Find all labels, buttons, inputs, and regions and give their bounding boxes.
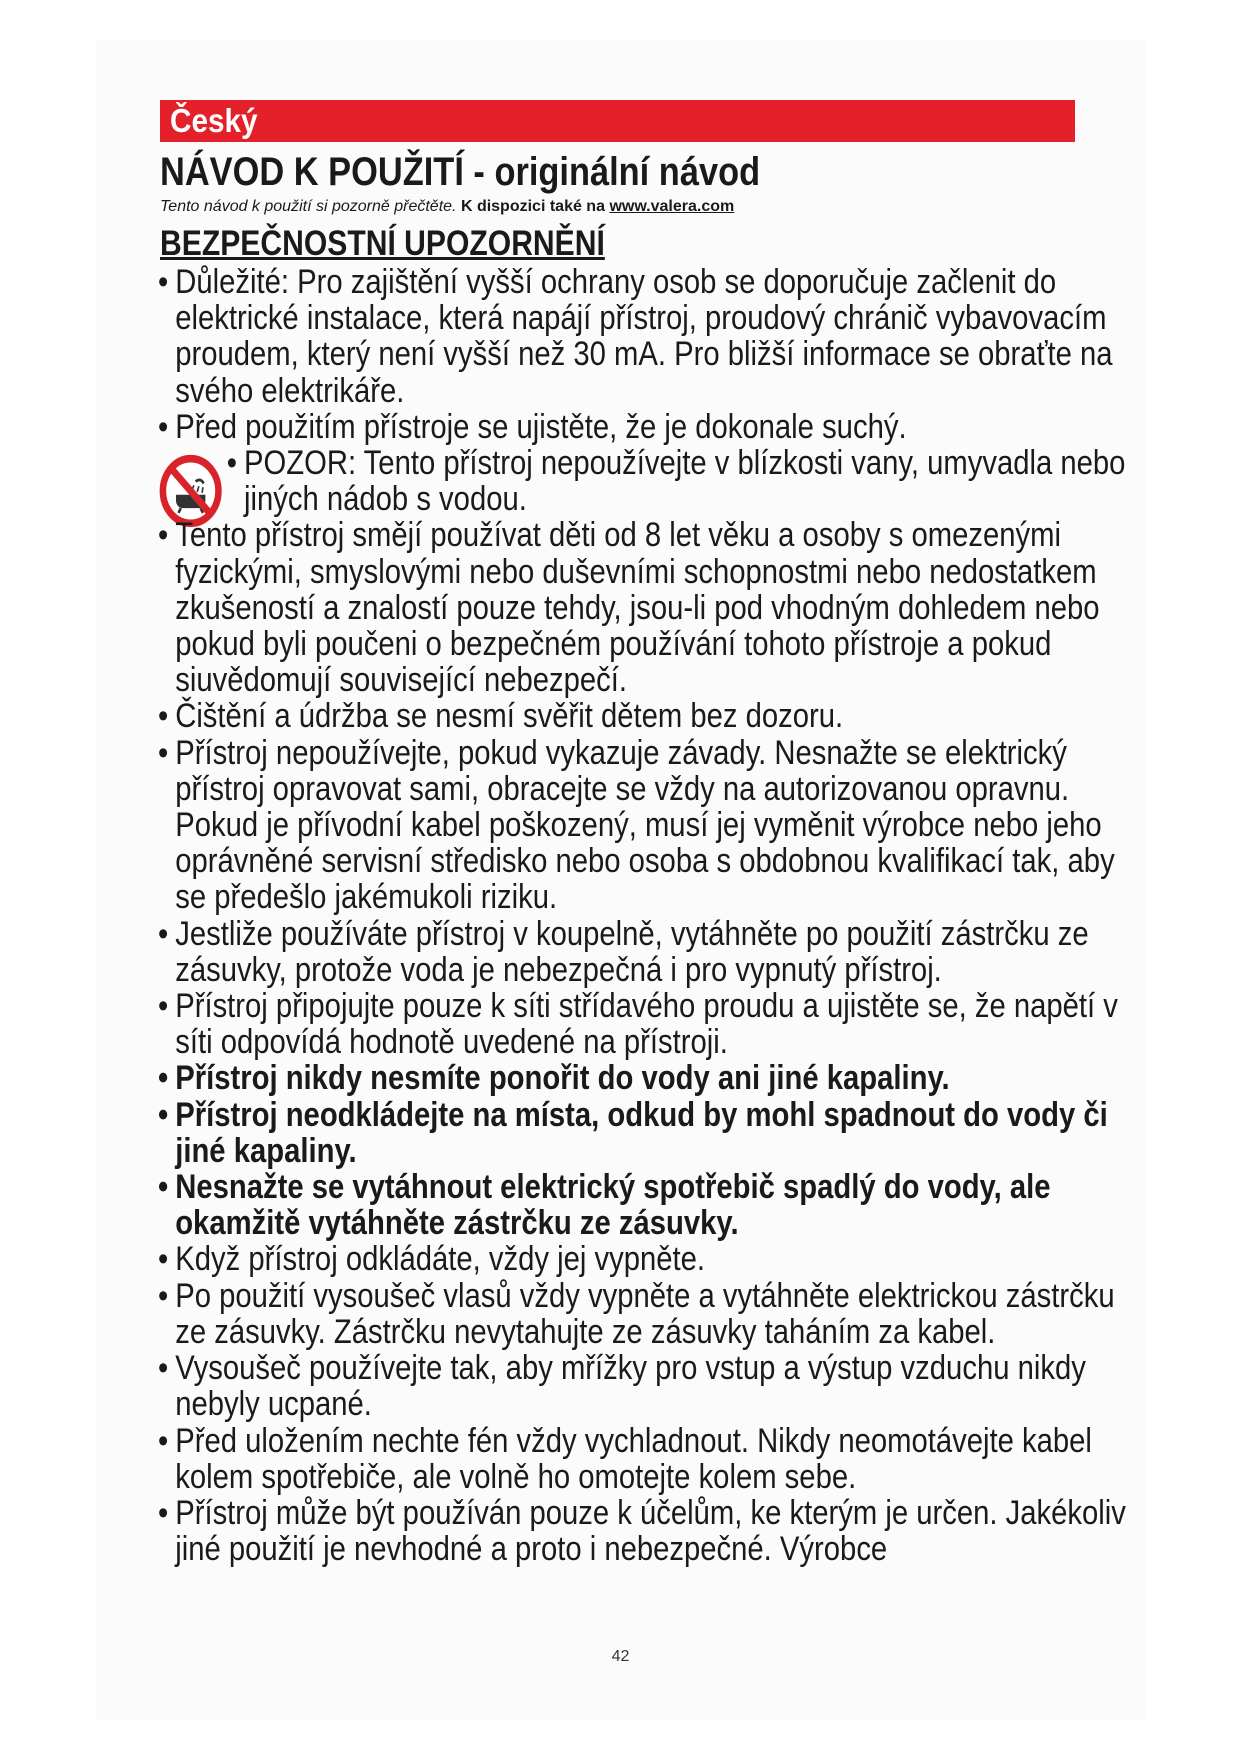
bullet: •	[158, 1168, 169, 1207]
bullet: •	[158, 1059, 169, 1098]
item-text: POZOR: Tento přístroj nepoužívejte v blízkosti vany, umyvadla nebo jiných nádob s vodou.	[244, 444, 1126, 519]
safety-list	[158, 263, 1126, 1569]
bullet: •	[158, 1349, 169, 1388]
list-item	[158, 916, 1130, 988]
item-text: Přístroj nepoužívejte, pokud vykazuje závady. Nesnažte se elektrický přístroj opravovat sami, obracejte se vždy na autorizovanou opravnu. Pokud je přívodní kabel poškozený, musí jej vyměnit výrobce nebo jeho oprávněné servisní středisko nebo osoba s obdobnou kvalifikací tak, aby se předešlo jakémukoli riziku.	[175, 733, 1115, 917]
bullet: •	[158, 1095, 169, 1134]
bullet: •	[158, 1240, 169, 1279]
bullet: •	[158, 516, 169, 555]
bullet: •	[158, 407, 169, 446]
item-text: Čištění a údržba se nesmí svěřit dětem bez dozoru.	[175, 697, 844, 736]
subtitle-instruction: Tento návod k použití si pozorně přečtěte.	[160, 198, 457, 215]
website-link[interactable]: www.valera.com	[609, 198, 735, 215]
language-label: Český	[170, 102, 258, 139]
page-title: NÁVOD K POUŽITÍ - originální návod	[160, 150, 761, 194]
item-text: Jestliže používáte přístroj v koupelně, vytáhněte po použití zástrčku ze zásuvky, protože voda je nebezpečná i pro vypnutý přístroj.	[175, 914, 1089, 989]
item-text: Když přístroj odkládáte, vždy jej vypněte.	[175, 1240, 706, 1279]
bullet: •	[158, 263, 169, 301]
list-item	[158, 409, 1130, 445]
list-item	[158, 988, 1130, 1060]
item-text: Před použitím přístroje se ujistěte, že je dokonale suchý.	[175, 407, 907, 446]
section-title: BEZPEČNOSTNÍ UPOZORNĚNÍ	[160, 224, 605, 263]
page-number: 42	[611, 1648, 630, 1665]
bullet: •	[158, 733, 169, 772]
list-item-bold	[158, 1060, 1130, 1096]
item-text: Přístroj nikdy nesmíte ponořit do vody ani jiné kapaliny.	[175, 1059, 950, 1098]
language-bar	[160, 100, 1075, 142]
list-item	[158, 1241, 1130, 1277]
list-item	[158, 1423, 1130, 1495]
bullet: •	[158, 1421, 169, 1460]
bullet: •	[158, 1493, 169, 1532]
list-item	[158, 1495, 1130, 1567]
item-text: Přístroj připojujte pouze k síti střídavého proudu a ujistěte se, že napětí v síti odpovídá hodnotě uvedené na přístroji.	[175, 987, 1118, 1062]
bullet: •	[226, 444, 238, 483]
item-text: Přístroj může být používán pouze k účelům, ke kterým je určen. Jakékoliv jiné použití je nevhodné a proto i nebezpečné. Výrobce	[175, 1493, 1126, 1569]
bullet: •	[158, 697, 169, 736]
list-item-bold	[158, 1097, 1130, 1169]
list-item	[158, 1350, 1130, 1422]
bullet: •	[158, 914, 169, 953]
list-item	[158, 1278, 1130, 1350]
bullet: •	[158, 987, 169, 1026]
list-item-bold	[158, 1169, 1130, 1241]
item-text: Důležité: Pro zajištění vyšší ochrany osob se doporučuje začlenit do elektrické instalace, která napájí přístroj, proudový chránič vybavovacím proudem, který není vyšší než 30 mA. Pro bližší informace se obraťte na svého elektrikáře.	[175, 263, 1113, 410]
subtitle	[160, 198, 734, 216]
subtitle-availability: K dispozici také na	[460, 198, 605, 215]
item-text: Přístroj neodkládejte na místa, odkud by mohl spadnout do vody či jiné kapaliny.	[175, 1095, 1108, 1170]
bullet: •	[158, 1276, 169, 1315]
item-text: Vysoušeč používejte tak, aby mřížky pro vstup a výstup vzduchu nikdy nebyly ucpané.	[175, 1349, 1086, 1424]
item-text: Před uložením nechte fén vždy vychladnout. Nikdy neomotávejte kabel kolem spotřebiče, ale volně ho omotejte kolem sebe.	[175, 1421, 1092, 1496]
list-item	[158, 698, 1130, 734]
list-item	[158, 517, 1130, 698]
list-item-warning	[158, 445, 1130, 517]
list-item	[158, 264, 1130, 409]
item-text: Tento přístroj smějí používat děti od 8 let věku a osoby s omezenými fyzickými, smyslovými nebo duševními schopnostmi nebo nedostatkem zkušeností a znalostí pouze tehdy, jsou-li pod vhodným dohledem nebo pokud byli poučeni o bezpečném používání tohoto přístroje a pokud siuvědomují související nebezpečí.	[175, 516, 1100, 700]
list-item	[158, 735, 1130, 916]
item-text: Po použití vysoušeč vlasů vždy vypněte a vytáhněte elektrickou zástrčku ze zásuvky. Zástrčku nevytahujte ze zásuvky taháním za kabel.	[175, 1276, 1115, 1351]
item-text: Nesnažte se vytáhnout elektrický spotřebič spadlý do vody, ale okamžitě vytáhněte zástrčku ze zásuvky.	[175, 1168, 1051, 1243]
